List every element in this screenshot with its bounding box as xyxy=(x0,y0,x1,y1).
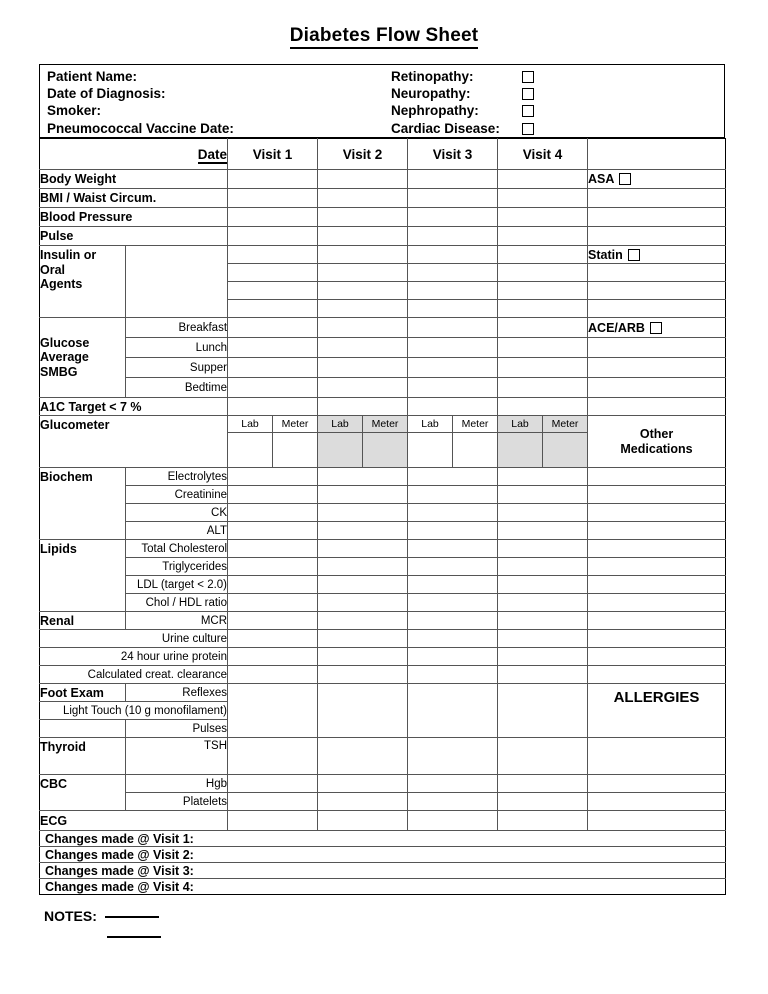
cell-insulin2-v4[interactable] xyxy=(498,264,588,282)
sub-label-mcr: MCR xyxy=(126,612,228,630)
cell-ck-right[interactable] xyxy=(588,504,726,522)
cell-platelets-v3[interactable] xyxy=(408,793,498,811)
changes-visit-4-label[interactable]: Changes made @ Visit 4: xyxy=(40,879,726,895)
ace-arb-checkbox[interactable] xyxy=(650,322,662,334)
cell-insulin4-v4[interactable] xyxy=(498,300,588,318)
glucometer-lab-v2: Lab xyxy=(318,416,363,433)
table-row-glucose-bedtime xyxy=(40,378,726,398)
cell-insulin1-v3[interactable] xyxy=(408,246,498,264)
table-header-row xyxy=(40,139,726,170)
asa-label: ASA xyxy=(588,172,615,186)
date-header-cell xyxy=(40,139,228,170)
table-row-24h-urine-protein xyxy=(40,648,726,666)
cell-mcr-v3[interactable] xyxy=(408,612,498,630)
sub-label-lunch: Lunch xyxy=(126,338,228,358)
sub-label-urine-culture: Urine culture xyxy=(40,630,228,648)
cell-creatinine-v3[interactable] xyxy=(408,486,498,504)
changes-visit-2-label[interactable]: Changes made @ Visit 2: xyxy=(40,847,726,863)
table-row-bmi xyxy=(40,189,726,208)
cell-electrolytes-v1[interactable] xyxy=(228,468,318,486)
cell-totchol-v1[interactable] xyxy=(228,540,318,558)
sub-label-electrolytes: Electrolytes xyxy=(126,468,228,486)
cell-footexam-v2[interactable] xyxy=(318,684,408,738)
sub-label-supper: Supper xyxy=(126,358,228,378)
cell-tsh-right[interactable] xyxy=(588,738,726,775)
cell-hgb-v3[interactable] xyxy=(408,775,498,793)
patient-header-left-labels xyxy=(47,68,234,137)
cell-trig-v3[interactable] xyxy=(408,558,498,576)
cell-bmi-v4[interactable] xyxy=(498,189,588,208)
cell-insulin2-right[interactable] xyxy=(588,264,726,282)
table-row-glucose-supper xyxy=(40,358,726,378)
row-label-foot-exam: Foot Exam xyxy=(40,684,126,702)
cell-bp-v4[interactable] xyxy=(498,208,588,227)
cell-bp-v1[interactable] xyxy=(228,208,318,227)
cell-ecg-v1[interactable] xyxy=(228,811,318,831)
cell-tsh-v1[interactable] xyxy=(228,738,318,775)
cell-insulin4-right[interactable] xyxy=(588,300,726,318)
table-row-glucometer-headers xyxy=(40,416,726,433)
cell-ecg-v3[interactable] xyxy=(408,811,498,831)
glucometer-lab-v1: Lab xyxy=(228,416,273,433)
row-label-pulse: Pulse xyxy=(40,227,228,246)
asa-checkbox[interactable] xyxy=(619,173,631,185)
complications-checkboxes xyxy=(522,69,534,138)
changes-visit-1-label[interactable]: Changes made @ Visit 1: xyxy=(40,831,726,847)
table-row-electrolytes xyxy=(40,468,726,486)
cell-hgb-v1[interactable] xyxy=(228,775,318,793)
cell-insulin2-v2[interactable] xyxy=(318,264,408,282)
cell-supper-right[interactable] xyxy=(588,358,726,378)
table-row-creatinine xyxy=(40,486,726,504)
cell-platelets-v4[interactable] xyxy=(498,793,588,811)
retinopathy-checkbox-wrap xyxy=(522,69,534,86)
sub-label-creatinine: Creatinine xyxy=(126,486,228,504)
cell-urineprotein-v4[interactable] xyxy=(498,648,588,666)
cell-hgb-v4[interactable] xyxy=(498,775,588,793)
cell-creatinine-v4[interactable] xyxy=(498,486,588,504)
cell-electrolytes-v2[interactable] xyxy=(318,468,408,486)
cell-insulin1-v1[interactable] xyxy=(228,246,318,264)
cell-creatinine-v1[interactable] xyxy=(228,486,318,504)
table-row-platelets xyxy=(40,793,726,811)
row-label-glucometer: Glucometer xyxy=(40,416,228,468)
cell-footexam-v3[interactable] xyxy=(408,684,498,738)
table-row-a1c xyxy=(40,398,726,416)
cell-platelets-right[interactable] xyxy=(588,793,726,811)
cell-platelets-v1[interactable] xyxy=(228,793,318,811)
cell-tsh-v4[interactable] xyxy=(498,738,588,775)
cell-urineprotein-v1[interactable] xyxy=(228,648,318,666)
sub-label-platelets: Platelets xyxy=(126,793,228,811)
cell-insulin1-v2[interactable] xyxy=(318,246,408,264)
cell-supper-v2[interactable] xyxy=(318,358,408,378)
cell-supper-v4[interactable] xyxy=(498,358,588,378)
cell-insulin3-right[interactable] xyxy=(588,282,726,300)
table-row-creat-clearance xyxy=(40,666,726,684)
cell-insulin4-v1[interactable] xyxy=(228,300,318,318)
cell-breakfast-v1[interactable] xyxy=(228,318,318,338)
header-right-spacer xyxy=(588,139,726,170)
cell-glucometer-lab-v2[interactable] xyxy=(318,433,363,468)
table-row-total-cholesterol xyxy=(40,540,726,558)
cell-tsh-v3[interactable] xyxy=(408,738,498,775)
cell-ck-v3[interactable] xyxy=(408,504,498,522)
cell-bp-v2[interactable] xyxy=(318,208,408,227)
cell-insulin4-v2[interactable] xyxy=(318,300,408,318)
cell-pulse-v4[interactable] xyxy=(498,227,588,246)
cell-ldl-v4[interactable] xyxy=(498,576,588,594)
cell-footexam-v4[interactable] xyxy=(498,684,588,738)
cell-a1c-right[interactable] xyxy=(588,398,726,416)
cell-platelets-v2[interactable] xyxy=(318,793,408,811)
cell-body-weight-v1[interactable] xyxy=(228,170,318,189)
cell-creatclear-v1[interactable] xyxy=(228,666,318,684)
cell-bedtime-v3[interactable] xyxy=(408,378,498,398)
cell-urineculture-v3[interactable] xyxy=(408,630,498,648)
glucometer-meter-v4: Meter xyxy=(543,416,588,433)
insulin-label-line-2: Oral xyxy=(40,262,66,277)
glucometer-meter-v2: Meter xyxy=(363,416,408,433)
cell-electrolytes-v4[interactable] xyxy=(498,468,588,486)
cell-creatinine-right[interactable] xyxy=(588,486,726,504)
cell-lunch-right[interactable] xyxy=(588,338,726,358)
cell-bmi-v1[interactable] xyxy=(228,189,318,208)
nephropathy-label: Nephropathy: xyxy=(391,103,479,119)
asa-medication-cell xyxy=(588,170,726,189)
cell-ldl-v1[interactable] xyxy=(228,576,318,594)
sub-label-bedtime: Bedtime xyxy=(126,378,228,398)
cell-alt-right[interactable] xyxy=(588,522,726,540)
cell-hgb-v2[interactable] xyxy=(318,775,408,793)
glucometer-meter-v3: Meter xyxy=(453,416,498,433)
table-row-glucose-breakfast xyxy=(40,318,726,338)
retinopathy-checkbox[interactable] xyxy=(522,71,534,83)
sub-label-ldl: LDL (target < 2.0) xyxy=(126,576,228,594)
cell-trig-v2[interactable] xyxy=(318,558,408,576)
sub-label-tsh: TSH xyxy=(126,738,228,775)
sub-label-reflexes: Reflexes xyxy=(126,684,228,702)
other-medications-line-1: Other xyxy=(639,426,674,441)
statin-checkbox[interactable] xyxy=(628,249,640,261)
row-label-insulin xyxy=(40,246,126,318)
ace-arb-medication-cell xyxy=(588,318,726,338)
patient-header-box xyxy=(39,64,725,138)
notes-blank-line-1[interactable] xyxy=(105,916,159,918)
cell-ldl-v3[interactable] xyxy=(408,576,498,594)
table-row-blood-pressure xyxy=(40,208,726,227)
cell-insulin2-v3[interactable] xyxy=(408,264,498,282)
cell-breakfast-v3[interactable] xyxy=(408,318,498,338)
cell-footexam-v1[interactable] xyxy=(228,684,318,738)
glucose-label-line-1: Glucose xyxy=(40,335,90,350)
cell-supper-v1[interactable] xyxy=(228,358,318,378)
cell-creatclear-v4[interactable] xyxy=(498,666,588,684)
table-row-ck xyxy=(40,504,726,522)
other-medications-cell xyxy=(588,416,726,468)
cell-bedtime-right[interactable] xyxy=(588,378,726,398)
foot-exam-blank-left xyxy=(40,720,126,738)
row-label-cbc: CBC xyxy=(40,775,126,811)
cell-a1c-v4[interactable] xyxy=(498,398,588,416)
nephropathy-checkbox-wrap xyxy=(522,103,534,120)
cell-bmi-right[interactable] xyxy=(588,189,726,208)
cardiac-disease-checkbox[interactable] xyxy=(522,123,534,135)
pneumococcal-vaccine-date-label: Pneumococcal Vaccine Date: xyxy=(47,120,234,136)
notes-label: NOTES: xyxy=(44,908,97,924)
cell-lunch-v2[interactable] xyxy=(318,338,408,358)
date-of-diagnosis-label: Date of Diagnosis: xyxy=(47,86,166,102)
changes-visit-3-label[interactable]: Changes made @ Visit 3: xyxy=(40,863,726,879)
glucometer-lab-v4: Lab xyxy=(498,416,543,433)
row-label-thyroid: Thyroid xyxy=(40,738,126,775)
cardiac-disease-label: Cardiac Disease: xyxy=(391,120,500,136)
row-label-glucose-smbg xyxy=(40,318,126,398)
table-row-changes-visit-3 xyxy=(40,863,726,879)
visit-3-header: Visit 3 xyxy=(408,139,498,170)
cell-bmi-v3[interactable] xyxy=(408,189,498,208)
insulin-label-line-1: Insulin or xyxy=(40,248,97,262)
cell-totchol-right[interactable] xyxy=(588,540,726,558)
cell-totchol-v2[interactable] xyxy=(318,540,408,558)
table-row-pulse xyxy=(40,227,726,246)
table-row-changes-visit-2 xyxy=(40,847,726,863)
cell-urineculture-right[interactable] xyxy=(588,630,726,648)
allergies-cell: ALLERGIES xyxy=(588,684,726,738)
cell-a1c-v1[interactable] xyxy=(228,398,318,416)
table-row-glucose-lunch xyxy=(40,338,726,358)
cell-cholhdl-v3[interactable] xyxy=(408,594,498,612)
cell-body-weight-v3[interactable] xyxy=(408,170,498,189)
cell-trig-v4[interactable] xyxy=(498,558,588,576)
cell-ecg-v2[interactable] xyxy=(318,811,408,831)
cell-alt-v4[interactable] xyxy=(498,522,588,540)
retinopathy-label: Retinopathy: xyxy=(391,69,474,84)
cell-breakfast-v4[interactable] xyxy=(498,318,588,338)
cell-urineculture-v1[interactable] xyxy=(228,630,318,648)
cell-creatinine-v2[interactable] xyxy=(318,486,408,504)
ace-arb-label: ACE/ARB xyxy=(588,320,645,335)
cell-insulin3-v2[interactable] xyxy=(318,282,408,300)
cell-glucometer-lab-v1[interactable] xyxy=(228,433,273,468)
cell-insulin-names[interactable] xyxy=(126,246,228,318)
statin-label: Statin xyxy=(588,247,623,262)
cell-a1c-v2[interactable] xyxy=(318,398,408,416)
cell-insulin3-v4[interactable] xyxy=(498,282,588,300)
cell-mcr-v2[interactable] xyxy=(318,612,408,630)
cell-mcr-v1[interactable] xyxy=(228,612,318,630)
other-medications-line-2: Medications xyxy=(620,441,693,456)
cell-bedtime-v2[interactable] xyxy=(318,378,408,398)
visit-4-header: Visit 4 xyxy=(498,139,588,170)
cell-alt-v2[interactable] xyxy=(318,522,408,540)
sub-label-alt: ALT xyxy=(126,522,228,540)
complications-labels xyxy=(391,68,500,137)
cell-ecg-v4[interactable] xyxy=(498,811,588,831)
nephropathy-checkbox[interactable] xyxy=(522,105,534,117)
cell-pulse-v3[interactable] xyxy=(408,227,498,246)
cell-electrolytes-right[interactable] xyxy=(588,468,726,486)
notes-blank-line-2[interactable] xyxy=(107,936,161,938)
page-title-text: Diabetes Flow Sheet xyxy=(290,25,479,49)
cell-urineprotein-v2[interactable] xyxy=(318,648,408,666)
sub-label-total-cholesterol: Total Cholesterol xyxy=(126,540,228,558)
table-row-triglycerides xyxy=(40,558,726,576)
cell-insulin2-v1[interactable] xyxy=(228,264,318,282)
cell-trig-right[interactable] xyxy=(588,558,726,576)
cell-supper-v3[interactable] xyxy=(408,358,498,378)
neuropathy-checkbox[interactable] xyxy=(522,88,534,100)
cell-lunch-v4[interactable] xyxy=(498,338,588,358)
table-row-mcr xyxy=(40,612,726,630)
cell-ldl-v2[interactable] xyxy=(318,576,408,594)
glucose-label-line-3: SMBG xyxy=(40,364,78,379)
cell-cholhdl-v2[interactable] xyxy=(318,594,408,612)
cell-a1c-v3[interactable] xyxy=(408,398,498,416)
cell-glucometer-meter-v3[interactable] xyxy=(453,433,498,468)
row-label-body-weight: Body Weight xyxy=(40,170,228,189)
table-row-hgb xyxy=(40,775,726,793)
cell-urineprotein-v3[interactable] xyxy=(408,648,498,666)
visit-2-header: Visit 2 xyxy=(318,139,408,170)
cell-pulse-v2[interactable] xyxy=(318,227,408,246)
row-label-ecg: ECG xyxy=(40,811,228,831)
cell-urineculture-v2[interactable] xyxy=(318,630,408,648)
sub-label-triglycerides: Triglycerides xyxy=(126,558,228,576)
page-title xyxy=(0,25,768,47)
cell-ck-v4[interactable] xyxy=(498,504,588,522)
cell-hgb-right[interactable] xyxy=(588,775,726,793)
table-row-changes-visit-4 xyxy=(40,879,726,895)
cell-lunch-v1[interactable] xyxy=(228,338,318,358)
table-row-ecg xyxy=(40,811,726,831)
row-label-lipids: Lipids xyxy=(40,540,126,612)
cell-bmi-v2[interactable] xyxy=(318,189,408,208)
table-row-chol-hdl xyxy=(40,594,726,612)
cell-alt-v1[interactable] xyxy=(228,522,318,540)
sub-label-creat-clearance: Calculated creat. clearance xyxy=(40,666,228,684)
insulin-label-line-3: Agents xyxy=(40,277,83,291)
cell-urineprotein-right[interactable] xyxy=(588,648,726,666)
cell-glucometer-meter-v2[interactable] xyxy=(363,433,408,468)
cell-pulse-v1[interactable] xyxy=(228,227,318,246)
cell-ecg-right[interactable] xyxy=(588,811,726,831)
cell-alt-v3[interactable] xyxy=(408,522,498,540)
sub-label-light-touch: Light Touch (10 g monofilament) xyxy=(40,702,228,720)
row-label-bmi: BMI / Waist Circum. xyxy=(40,189,228,208)
table-row-urine-culture xyxy=(40,630,726,648)
sub-label-24h-urine-protein: 24 hour urine protein xyxy=(40,648,228,666)
patient-name-label: Patient Name: xyxy=(47,69,138,84)
table-row-ldl xyxy=(40,576,726,594)
cell-insulin3-v1[interactable] xyxy=(228,282,318,300)
cell-cholhdl-v1[interactable] xyxy=(228,594,318,612)
cell-body-weight-v2[interactable] xyxy=(318,170,408,189)
visit-1-header: Visit 1 xyxy=(228,139,318,170)
cell-pulse-right[interactable] xyxy=(588,227,726,246)
cell-lunch-v3[interactable] xyxy=(408,338,498,358)
cell-ck-v1[interactable] xyxy=(228,504,318,522)
statin-medication-cell xyxy=(588,246,726,264)
cell-insulin3-v3[interactable] xyxy=(408,282,498,300)
cell-cholhdl-right[interactable] xyxy=(588,594,726,612)
cell-bedtime-v1[interactable] xyxy=(228,378,318,398)
cell-bedtime-v4[interactable] xyxy=(498,378,588,398)
cell-insulin1-v4[interactable] xyxy=(498,246,588,264)
cell-ldl-right[interactable] xyxy=(588,576,726,594)
row-label-renal: Renal xyxy=(40,612,126,630)
cell-bp-v3[interactable] xyxy=(408,208,498,227)
sub-label-hgb: Hgb xyxy=(126,775,228,793)
sub-label-pulses: Pulses xyxy=(126,720,228,738)
date-header-label: Date xyxy=(197,146,228,162)
cell-urineculture-v4[interactable] xyxy=(498,630,588,648)
glucometer-lab-v3: Lab xyxy=(408,416,453,433)
cell-creatclear-v3[interactable] xyxy=(408,666,498,684)
sub-label-ck: CK xyxy=(126,504,228,522)
cell-totchol-v3[interactable] xyxy=(408,540,498,558)
table-row-tsh xyxy=(40,738,726,775)
table-row-reflexes xyxy=(40,684,726,702)
cell-glucometer-lab-v3[interactable] xyxy=(408,433,453,468)
cell-mcr-v4[interactable] xyxy=(498,612,588,630)
cell-breakfast-v2[interactable] xyxy=(318,318,408,338)
notes-section xyxy=(44,908,159,924)
cell-mcr-right[interactable] xyxy=(588,612,726,630)
table-row-alt xyxy=(40,522,726,540)
sub-label-breakfast: Breakfast xyxy=(126,318,228,338)
cell-insulin4-v3[interactable] xyxy=(408,300,498,318)
cell-body-weight-v4[interactable] xyxy=(498,170,588,189)
cell-glucometer-meter-v1[interactable] xyxy=(273,433,318,468)
row-label-a1c-target: A1C Target < 7 % xyxy=(40,398,228,416)
neuropathy-checkbox-wrap xyxy=(522,86,534,103)
cell-trig-v1[interactable] xyxy=(228,558,318,576)
sub-label-chol-hdl-ratio: Chol / HDL ratio xyxy=(126,594,228,612)
table-row-body-weight xyxy=(40,170,726,189)
table-row-changes-visit-1 xyxy=(40,831,726,847)
cell-creatclear-right[interactable] xyxy=(588,666,726,684)
glucose-label-line-2: Average xyxy=(40,350,89,365)
cell-glucometer-lab-v4[interactable] xyxy=(498,433,543,468)
row-label-biochem: Biochem xyxy=(40,468,126,540)
neuropathy-label: Neuropathy: xyxy=(391,86,471,102)
table-row-insulin-1 xyxy=(40,246,726,264)
cell-ck-v2[interactable] xyxy=(318,504,408,522)
cell-electrolytes-v3[interactable] xyxy=(408,468,498,486)
cell-creatclear-v2[interactable] xyxy=(318,666,408,684)
cell-tsh-v2[interactable] xyxy=(318,738,408,775)
smoker-label: Smoker: xyxy=(47,103,102,119)
cell-totchol-v4[interactable] xyxy=(498,540,588,558)
glucometer-meter-v1: Meter xyxy=(273,416,318,433)
cell-glucometer-meter-v4[interactable] xyxy=(543,433,588,468)
flow-sheet-table xyxy=(39,138,726,895)
cardiac-disease-checkbox-wrap xyxy=(522,121,534,138)
row-label-blood-pressure: Blood Pressure xyxy=(40,208,228,227)
cell-cholhdl-v4[interactable] xyxy=(498,594,588,612)
cell-bp-right[interactable] xyxy=(588,208,726,227)
